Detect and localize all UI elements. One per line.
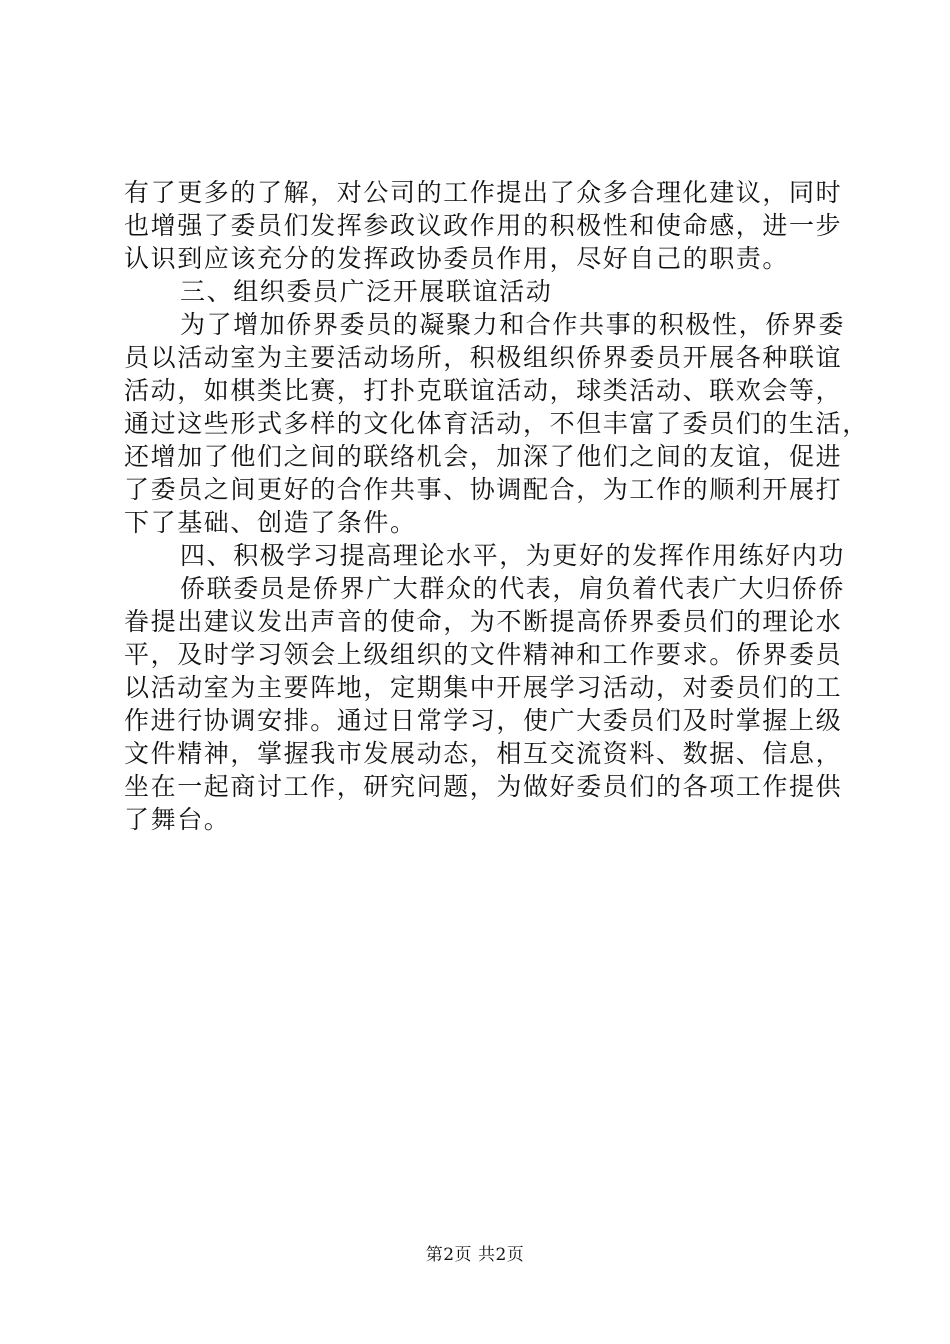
text-line: 活动，如棋类比赛，打扑克联谊活动，球类活动、联欢会等，	[124, 376, 843, 405]
document-body	[124, 176, 869, 836]
page-number-label: 第2页 共2页	[425, 1245, 525, 1265]
text-line: 认识到应该充分的发挥政协委员作用，尽好自己的职责。	[124, 244, 790, 273]
text-line: 坐在一起商讨工作，研究问题，为做好委员们的各项工作提供	[124, 772, 843, 801]
section-heading: 四、积极学习提高理论水平，为更好的发挥作用练好内功	[180, 541, 846, 570]
text-line: 作进行协调安排。通过日常学习，使广大委员们及时掌握上级	[124, 706, 843, 735]
text-line: 平，及时学习领会上级组织的文件精神和工作要求。侨界委员	[124, 640, 843, 669]
text-line: 文件精神，掌握我市发展动态，相互交流资料、数据、信息，	[124, 739, 843, 768]
page-footer	[0, 1244, 950, 1266]
text-line: 下了基础、创造了条件。	[124, 508, 417, 537]
text-line: 为了增加侨界委员的凝聚力和合作共事的积极性，侨界委	[180, 310, 846, 339]
text-line: 也增强了委员们发挥参政议政作用的积极性和使命感，进一步	[124, 211, 843, 240]
text-line: 了舞台。	[124, 805, 231, 834]
text-line: 有了更多的了解，对公司的工作提出了众多合理化建议，同时	[124, 178, 843, 207]
text-line: 了委员之间更好的合作共事、协调配合，为工作的顺利开展打	[124, 475, 843, 504]
text-line: 眷提出建议发出声音的使命，为不断提高侨界委员们的理论水	[124, 607, 843, 636]
text-line: 以活动室为主要阵地，定期集中开展学习活动，对委员们的工	[124, 673, 843, 702]
section-heading: 三、组织委员广泛开展联谊活动	[180, 277, 553, 306]
text-line: 侨联委员是侨界广大群众的代表，肩负着代表广大归侨侨	[180, 574, 846, 603]
text-line: 通过这些形式多样的文化体育活动，不但丰富了委员们的生活，	[124, 409, 869, 438]
text-line: 员以活动室为主要活动场所，积极组织侨界委员开展各种联谊	[124, 343, 843, 372]
text-line: 还增加了他们之间的联络机会，加深了他们之间的友谊，促进	[124, 442, 843, 471]
